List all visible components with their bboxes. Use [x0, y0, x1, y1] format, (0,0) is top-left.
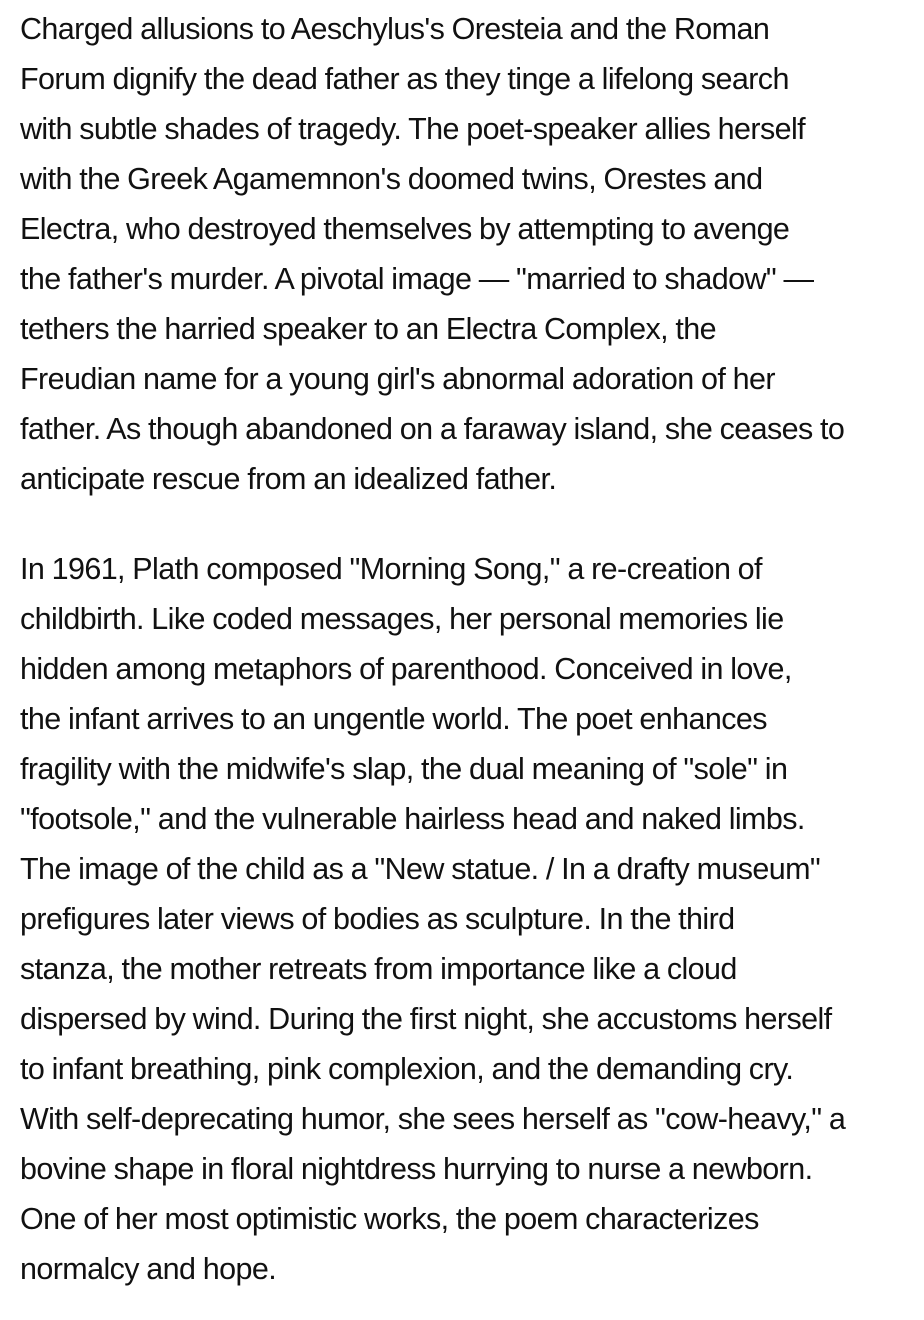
- text-line: to infant breathing, pink complexion, and the demanding cry.: [20, 1052, 794, 1086]
- text-line: stanza, the mother retreats from importance like a cloud: [20, 952, 737, 986]
- text-line: Forum dignify the dead father as they tinge a lifelong search: [20, 62, 789, 96]
- text-line: fragility with the midwife's slap, the dual meaning of "sole" in: [20, 752, 788, 786]
- text-line: prefigures later views of bodies as sculpture. In the third: [20, 902, 735, 936]
- text-line: One of her most optimistic works, the poem characterizes: [20, 1202, 759, 1236]
- text-line: Electra, who destroyed themselves by attempting to avenge: [20, 212, 790, 246]
- paragraph-morning-song: [20, 544, 904, 1294]
- text-line: The image of the child as a "New statue. / In a drafty museum": [20, 852, 821, 886]
- paragraph-oresteia: [20, 4, 904, 504]
- text-line: the father's murder. A pivotal image — "married to shadow" —: [20, 262, 814, 296]
- text-line: the infant arrives to an ungentle world. The poet enhances: [20, 702, 767, 736]
- text-line: father. As though abandoned on a faraway island, she ceases to: [20, 412, 845, 446]
- text-line: With self-deprecating humor, she sees herself as "cow-heavy," a: [20, 1102, 846, 1136]
- text-line: Charged allusions to Aeschylus's Oresteia and the Roman: [20, 12, 770, 46]
- text-line: Freudian name for a young girl's abnormal adoration of her: [20, 362, 775, 396]
- text-line: tethers the harried speaker to an Electra Complex, the: [20, 312, 716, 346]
- text-line: with subtle shades of tragedy. The poet-speaker allies herself: [20, 112, 806, 146]
- text-line: In 1961, Plath composed "Morning Song," a re-creation of: [20, 552, 762, 586]
- text-line: childbirth. Like coded messages, her personal memories lie: [20, 602, 784, 636]
- text-line: hidden among metaphors of parenthood. Conceived in love,: [20, 652, 792, 686]
- article-body: [20, 4, 904, 1294]
- text-line: normalcy and hope.: [20, 1252, 277, 1286]
- text-line: with the Greek Agamemnon's doomed twins, Orestes and: [20, 162, 763, 196]
- text-line: dispersed by wind. During the first night, she accustoms herself: [20, 1002, 832, 1036]
- text-line: bovine shape in floral nightdress hurrying to nurse a newborn.: [20, 1152, 813, 1186]
- text-line: "footsole," and the vulnerable hairless head and naked limbs.: [20, 802, 805, 836]
- text-line: anticipate rescue from an idealized father.: [20, 462, 557, 496]
